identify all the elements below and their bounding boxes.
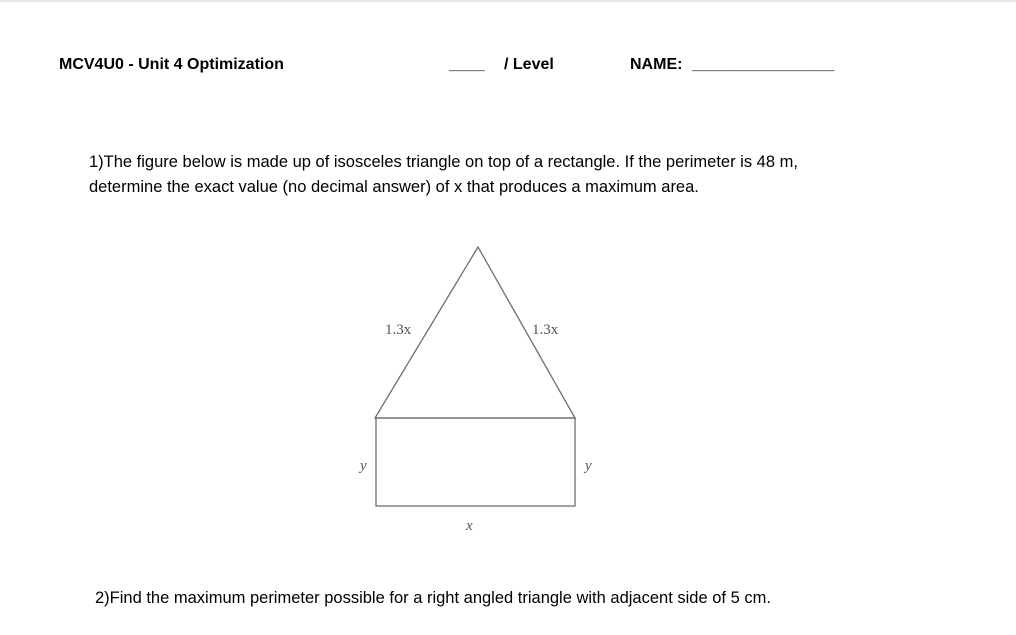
name-blank: ________________ bbox=[692, 56, 835, 73]
base-label: x bbox=[466, 518, 473, 534]
left-height-label: y bbox=[360, 458, 367, 474]
question-2: 2)Find the maximum perimeter possible for a right angled triangle with adjacent side of 5 cm. bbox=[95, 589, 771, 607]
score-blank: ____ bbox=[449, 56, 485, 73]
left-slant-label: 1.3x bbox=[385, 322, 412, 338]
right-slant-label: 1.3x bbox=[532, 322, 559, 338]
rectangle bbox=[376, 418, 575, 506]
level-label: / Level bbox=[504, 56, 554, 73]
question-1-line-2: determine the exact value (no decimal answer) of x that produces a maximum area. bbox=[89, 178, 699, 196]
right-height-label: y bbox=[585, 458, 592, 474]
course-title: MCV4U0 - Unit 4 Optimization bbox=[59, 56, 284, 73]
name-label: NAME: bbox=[630, 56, 683, 73]
question-1-line-1: 1)The figure below is made up of isosceles triangle on top of a rectangle. If the perimeter is 48 m, bbox=[89, 153, 798, 171]
